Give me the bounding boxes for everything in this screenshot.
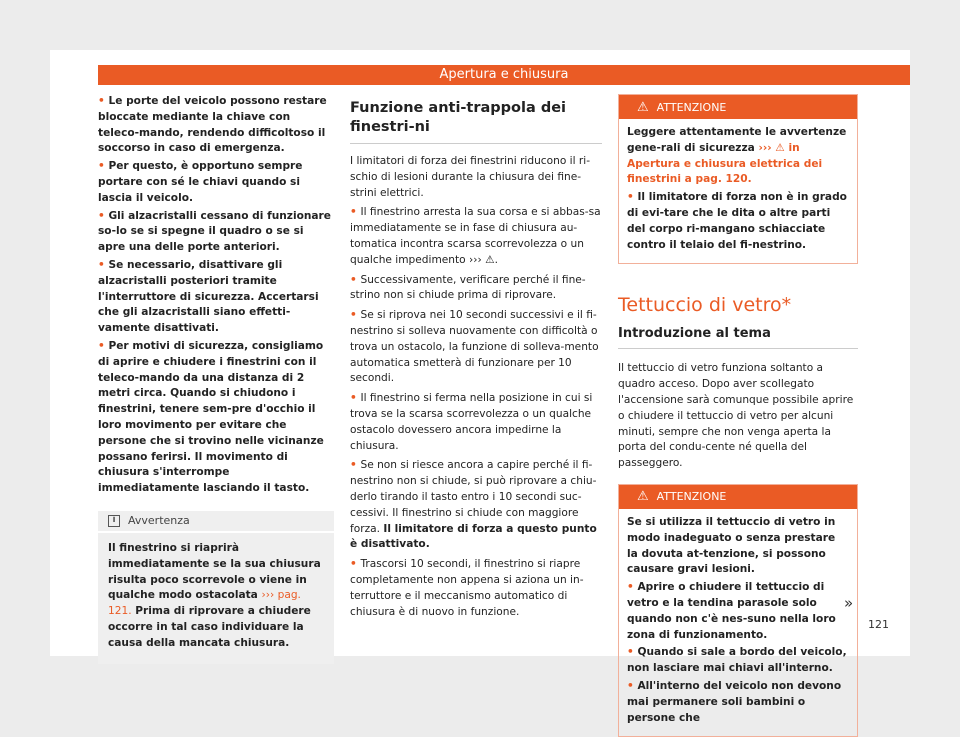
column-middle [350,94,602,624]
note-label: Avvertenza [128,514,190,528]
list-item: • Se si riprova nei 10 secondi successivi e il fi-nestrino si solleva nuovamente con difficoltà o trova un ostacolo, la funzione di solleva-mento automatica smetterà di funzionare per 10 secondi. [350,309,599,385]
list-item: • Per questo, è opportuno sempre portare con sé le chiavi quando si lascia il veicolo. [98,160,303,204]
page-number: 121 [868,618,889,631]
section-heading: Funzione anti-trappola dei finestri-ni [350,99,602,144]
warning-box [618,484,858,737]
list-item: • Quando si sale a bordo del veicolo, non lasciare mai chiavi all'interno. [627,646,847,675]
list-item: • Per motivi di sicurezza, consigliamo di aprire e chiudere i finestrini con il teleco-mando da una distanza di 2 metri circa. Quando si chiudono i finestrini, tenere sem-pre d'occhio il loro movimento per evitare che persone che si trovino nelle vicinanze possano ferirsi. Il movimento di chiusura s'interrompe immediatamente lasciando il tasto. [98,339,324,495]
note-text: Il finestrino si riaprirà immediatamente se la sua chiusura risulta poco scorrevole o viene in qualche modo ostacolata ››› pag. 121. Prima di riprovare a chiudere occorre in tal caso individuare la causa della mancata chiusura. [108,541,321,649]
list-item: • All'interno del veicolo non devono mai permanere soli bambini o persone che [627,679,842,724]
warning-text: Leggere attentamente le avvertenze gene-rali di sicurezza ››› ⚠ in Apertura e chiusura elettrica dei finestrini a pag. 120. [627,126,847,186]
list-item: • Trascorsi 10 secondi, il finestrino si riapre completamente non appena si aziona un in-terruttore e il meccanismo automatico di chiusura è di nuovo in funzione. [350,558,584,618]
info-icon: i [108,515,120,527]
page-header: Apertura e chiusura [98,65,910,85]
list-item: • Il finestrino arresta la sua corsa e si abbas-sa immediatamente se in fase di chiusura au-tomatica incontra scarsa scorrevolezza o un qualche impedimento ››› ⚠. [350,206,601,266]
warning-header [619,485,857,509]
list-item: • Se necessario, disattivare gli alzacristalli posteriori tramite l'interruttore di sicurezza. Accertarsi che gli alzacristalli siano effetti-vamente disattivati. [98,258,319,335]
list-item: • Se non si riesce ancora a capire perché il fi-nestrino non si chiude, si può riprovare a chiu-derlo tirando il tasto entro i 10 secondi suc-cessivi. Il finestrino si chiude con maggiore forza. Il limitatore di forza a questo punto è disattivato. [350,459,597,551]
list-item: • Il limitatore di forza non è in grado di evi-tare che le dita o altre parti del corpo ri-mangano schiacciate contro il telaio del fi-nestrino. [627,191,847,251]
warning-text: Se si utilizza il tettuccio di vetro in modo inadeguato o senza prestare la dovuta at-tenzione, si possono causare gravi lesioni. [627,515,836,576]
warning-label: ATTENZIONE [656,490,727,504]
list-item: • Aprire o chiudere il tettuccio di vetro e la tendina parasole solo quando non c'è nes-suno nella loro zona di funzionamento. [627,581,836,641]
warning-triangle-icon: ⚠ [637,99,649,115]
warning-triangle-icon: ⚠ [637,489,649,505]
column-left [98,94,334,664]
warning-header [619,95,857,119]
paragraph: Il tettuccio di vetro funziona soltanto a quadro acceso. Dopo aver scollegato l'accensione sarà comunque possibile aprire o chiudere il tettuccio di vetro per alcuni minuti, sempre che non venga aperta la porta del condu-cente né quella del passeggero. [618,362,854,470]
list-item: • Le porte del veicolo possono restare bloccate mediante la chiave con teleco-mando, rendendo difficoltoso il soccorso in caso di emergenza. [98,95,327,155]
note-box [98,511,334,664]
list-item: • Gli alzacristalli cessano di funzionare so-lo se si spegne il quadro o se si apre una delle porte anteriori. [98,209,331,254]
warning-label: ATTENZIONE [656,100,727,114]
note-header [98,511,334,533]
column-right [618,94,858,737]
sub-title: Introduzione al tema [618,326,858,349]
list-item: • Successivamente, verificare perché il fine-strino non si chiude prima di riprovare. [350,273,586,302]
page-reference-link[interactable]: ››› ⚠ in Apertura e chiusura elettrica dei finestrini a pag. 120. [627,141,823,186]
section-title: Tettuccio di vetro* [618,294,792,317]
warning-box [618,94,858,264]
page-reference-link[interactable]: ››› pag. 121. [108,589,301,618]
list-item: • Il finestrino si ferma nella posizione in cui si trova se la scarsa scorrevolezza o un qualche ostacolo dovessero ancora impedirne la chiusura. [350,392,593,452]
continue-arrow-icon: » [844,594,854,612]
paragraph: I limitatori di forza dei finestrini riducono il ri-schio di lesioni durante la chiusura dei fine-strini elettrici. [350,155,591,199]
manual-page [50,50,910,724]
